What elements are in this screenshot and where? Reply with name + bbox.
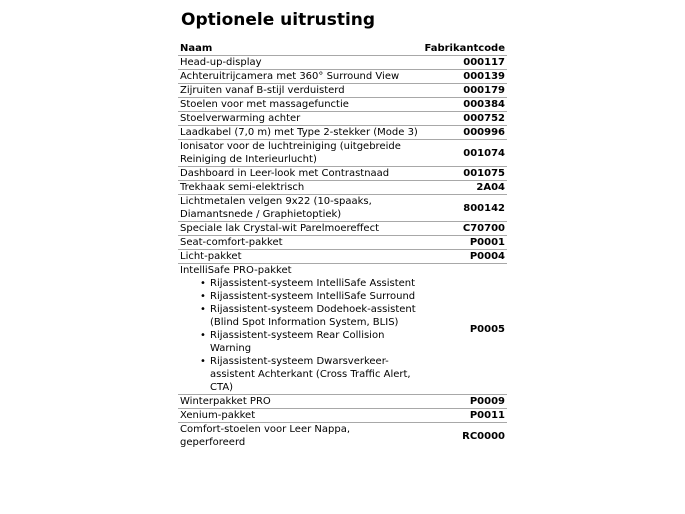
option-code: 000996: [420, 126, 507, 140]
option-name: Winterpakket PRO: [178, 395, 420, 409]
package-name: IntelliSafe PRO-pakket: [180, 265, 292, 276]
option-name: Dashboard in Leer-look met Contrastnaad: [178, 167, 420, 181]
option-code: C70700: [420, 222, 507, 236]
option-code: 2A04: [420, 181, 507, 195]
option-name: Seat-comfort-pakket: [178, 236, 420, 250]
table-row: [178, 250, 507, 264]
option-name: Comfort-stoelen voor Leer Nappa, geperforeerd: [178, 423, 420, 450]
header-code: Fabrikantcode: [424, 42, 505, 54]
table-row: [178, 56, 507, 70]
table-header-row: [178, 41, 507, 56]
table-row: [178, 70, 507, 84]
table-row: [178, 140, 507, 167]
option-name: Ionisator voor de luchtreiniging (uitgebreide Reiniging de Interieurlucht): [178, 140, 420, 167]
options-table: [178, 41, 507, 449]
table-row: [178, 222, 507, 236]
table-row: [178, 409, 507, 423]
option-name: Achteruitrijcamera met 360° Surround View: [178, 70, 420, 84]
table-row: [178, 126, 507, 140]
option-code: P0005: [420, 264, 507, 395]
table-row: [178, 112, 507, 126]
table-row: [178, 84, 507, 98]
option-code: P0001: [420, 236, 507, 250]
option-name: Xenium-pakket: [178, 409, 420, 423]
option-code: 001074: [420, 140, 507, 167]
table-row: [178, 195, 507, 222]
package-item-list: [180, 277, 418, 394]
option-code: 000752: [420, 112, 507, 126]
option-code: 001075: [420, 167, 507, 181]
option-code: 000384: [420, 98, 507, 112]
header-name: Naam: [180, 42, 213, 54]
package-item: • Rijassistent-systeem Dodehoek-assistent (Blind Spot Information System, BLIS): [200, 303, 418, 329]
option-code: 000179: [420, 84, 507, 98]
option-code: P0009: [420, 395, 507, 409]
option-name: Lichtmetalen velgen 9x22 (10-spaaks, Diamantsnede / Graphietoptiek): [178, 195, 420, 222]
option-name: Zijruiten vanaf B-stijl verduisterd: [178, 84, 420, 98]
table-row: [178, 236, 507, 250]
package-item: • Rijassistent-systeem Dwarsverkeer-assistent Achterkant (Cross Traffic Alert, CTA): [200, 355, 418, 394]
option-name: Stoelverwarming achter: [178, 112, 420, 126]
option-code: 000117: [420, 56, 507, 70]
package-item: • Rijassistent-systeem IntelliSafe Assistent: [200, 277, 418, 290]
option-code: P0011: [420, 409, 507, 423]
table-row-package: [178, 264, 507, 395]
option-code: P0004: [420, 250, 507, 264]
option-name: Stoelen voor met massagefunctie: [178, 98, 420, 112]
option-code: RC0000: [420, 423, 507, 450]
option-code: 000139: [420, 70, 507, 84]
package-cell: [178, 264, 420, 395]
page-title: Optionele uitrusting: [181, 10, 376, 30]
table-row: [178, 423, 507, 450]
table-row: [178, 395, 507, 409]
option-name: Head-up-display: [178, 56, 420, 70]
option-code: 800142: [420, 195, 507, 222]
option-name: Laadkabel (7,0 m) met Type 2-stekker (Mode 3): [178, 126, 420, 140]
option-name: Speciale lak Crystal-wit Parelmoereffect: [178, 222, 420, 236]
table-row: [178, 167, 507, 181]
table-row: [178, 98, 507, 112]
package-item: • Rijassistent-systeem IntelliSafe Surround: [200, 290, 418, 303]
option-name: Trekhaak semi-elektrisch: [178, 181, 420, 195]
package-item: • Rijassistent-systeem Rear Collision Warning: [200, 329, 418, 355]
option-name: Licht-pakket: [178, 250, 420, 264]
table-row: [178, 181, 507, 195]
